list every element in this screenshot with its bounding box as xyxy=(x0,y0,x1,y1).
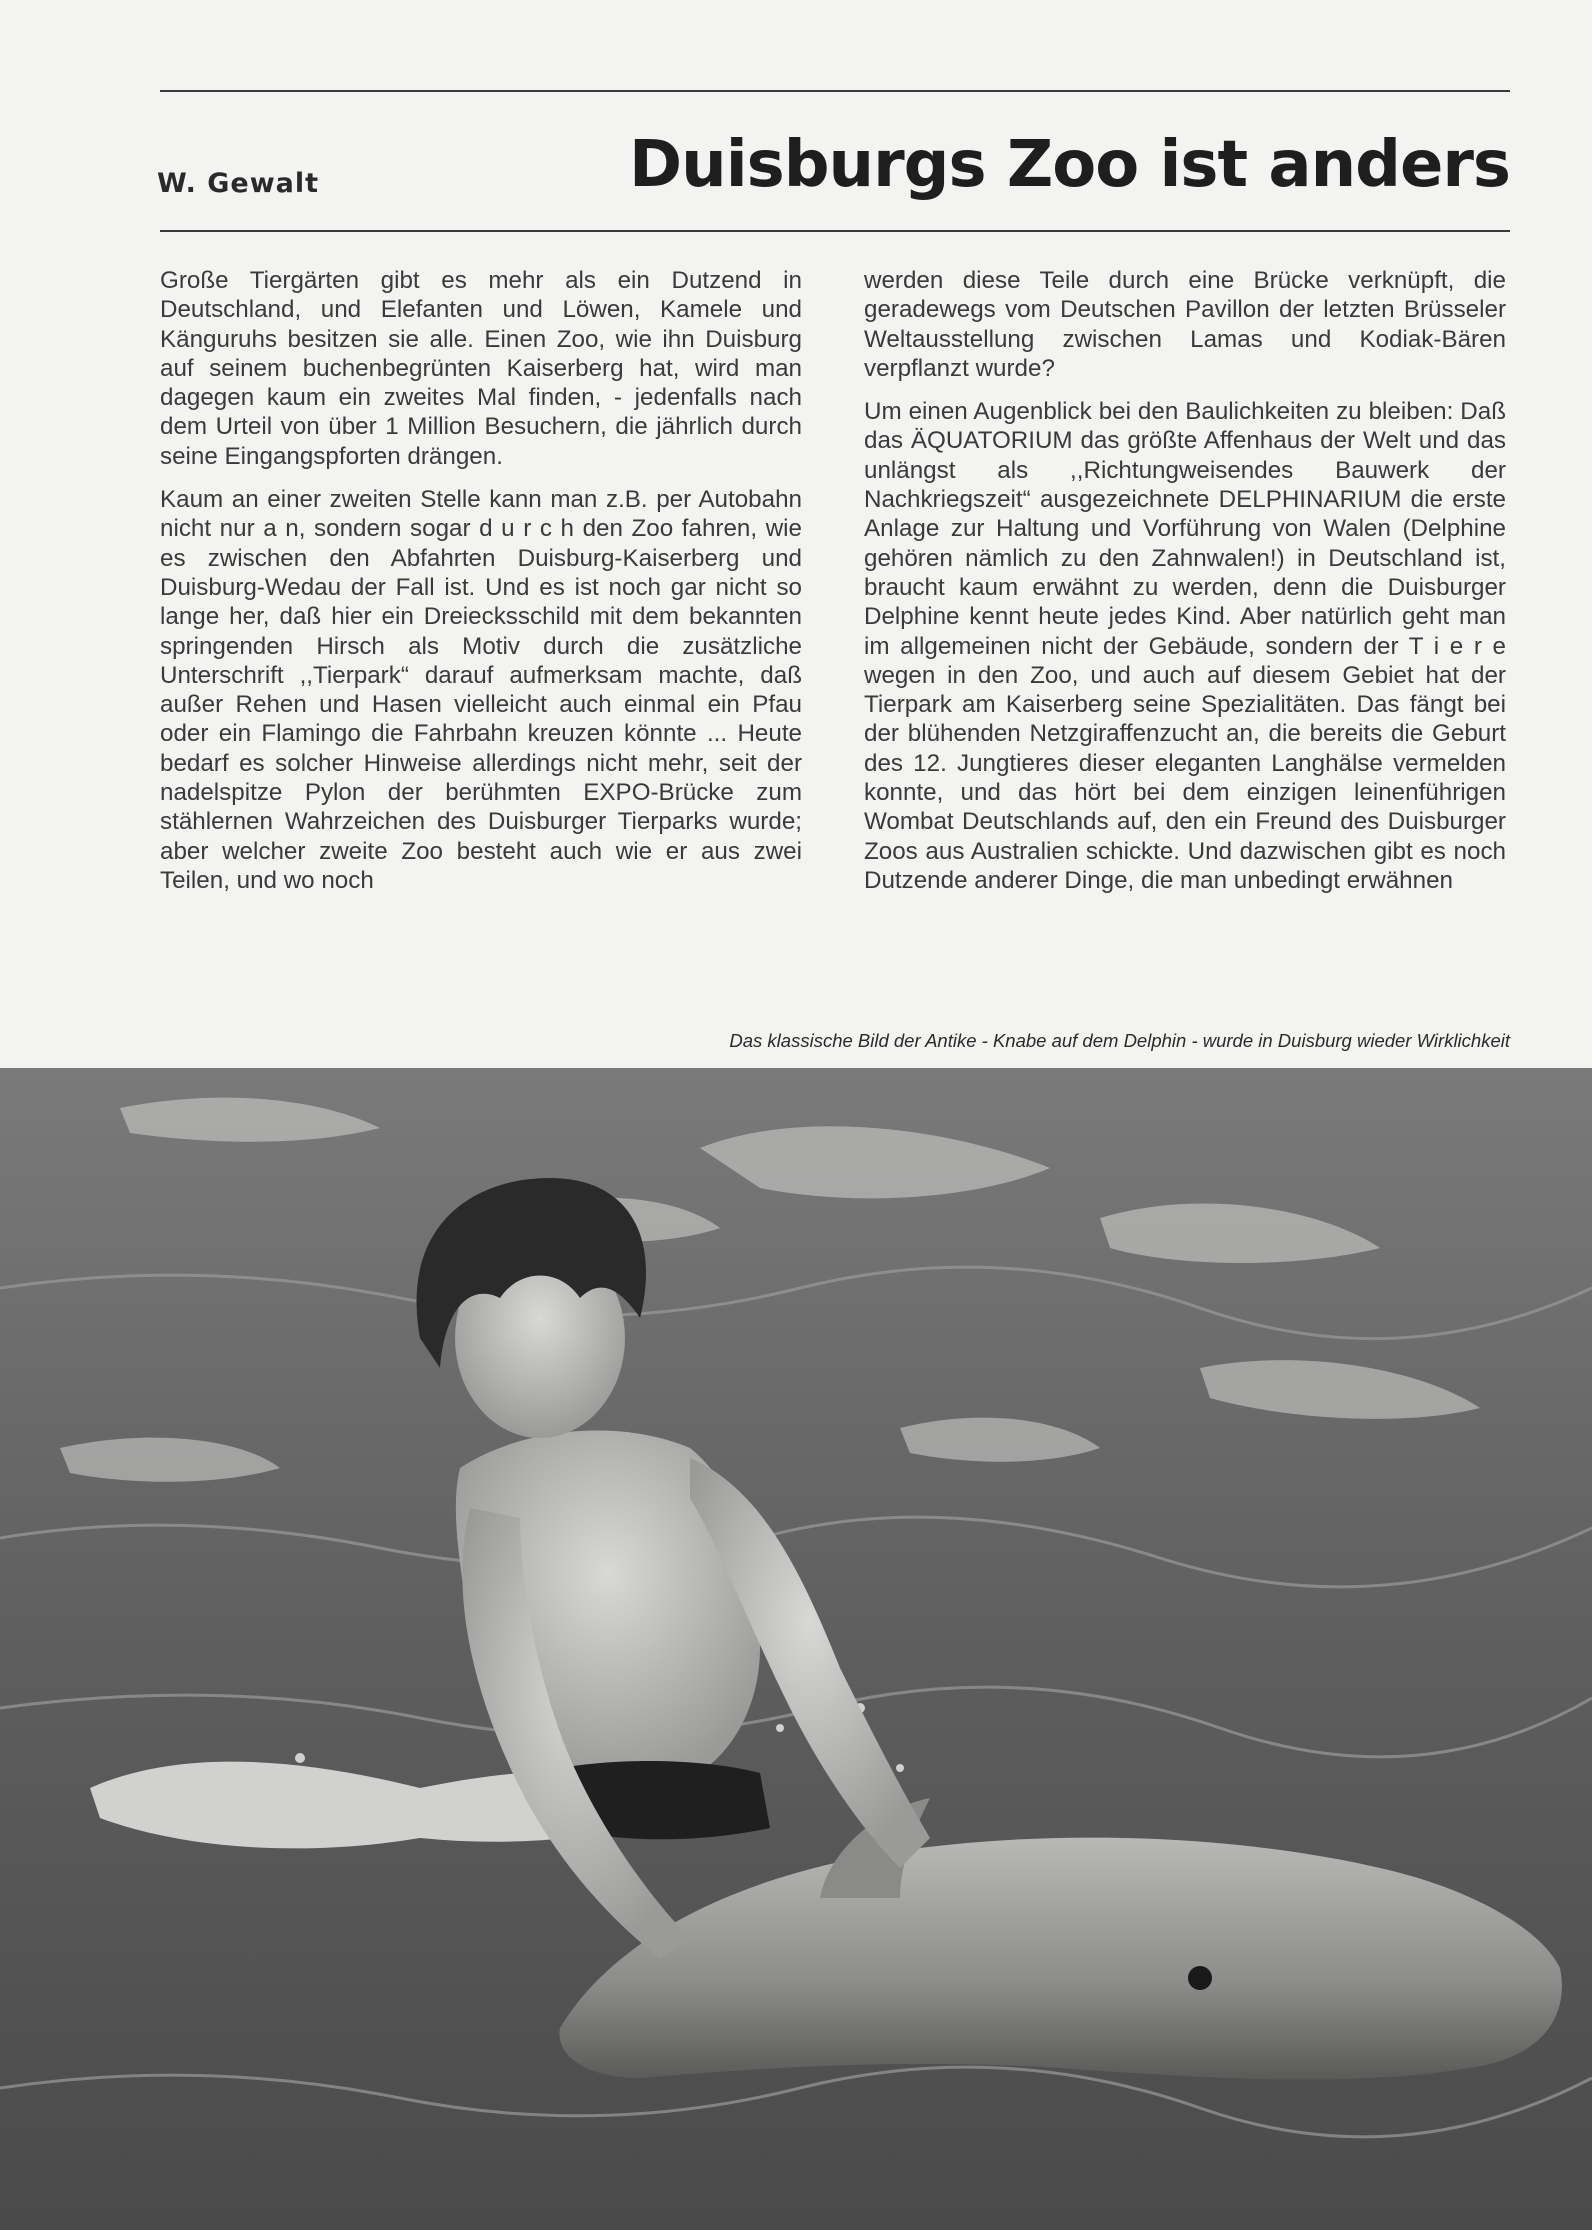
article-title: Duisburgs Zoo ist anders xyxy=(629,128,1510,202)
paragraph: Kaum an einer zweiten Stelle kann man z.B. per Autobahn nicht nur a n, sondern sogar d u r c h den Zoo fahren, wie es zwischen den Abfahrten Duisburg-Kaiserberg und Duisburg-Wedau der Fall ist. Und es ist noch gar nicht so lange her, daß hier ein Dreiecksschild mit dem bekannten springenden Hirsch als Motiv durch die zusätzliche Unterschrift ,,Tierpark“ darauf aufmerksam machte, daß außer Rehen und Hasen vielleicht auch einmal ein Pfau oder ein Flamingo die Fahrbahn kreuzen könnte ... Heute bedarf es solcher Hinweise allerdings nicht mehr, seit der nadelspitze Pylon der berühmten EXPO-Brücke zum stählernen Wahrzeichen des Duisburger Tierparks wurde; aber welcher zweite Zoo besteht auch wie er aus zwei Teilen, und wo noch xyxy=(160,486,802,894)
left-text-column xyxy=(160,266,802,909)
paragraph: Um einen Augenblick bei den Baulichkeiten zu bleiben: Daß das ÄQUATORIUM das größte Affenhaus der Welt und das unlängst als ,,Richtungweisendes Bauwerk der Nachkriegszeit“ ausgezeichnete DELPHINARIUM die erste Anlage zur Haltung und Vorführung von Walen (Delphine gehören nämlich zu den Zahnwalen!) in Deutschland ist, braucht kaum erwähnt zu werden, denn die Duisburger Delphine kennt heute jedes Kind. Aber natürlich geht man im allgemeinen nicht der Gebäude, sondern der T i e r e wegen in den Zoo, und auch auf diesem Gebiet hat der Tierpark am Kaiserberg seine Spezialitäten. Das fängt bei der blühenden Netzgiraffenzucht an, die bereits die Geburt des 12. Jungtieres dieser eleganten Langhälse vermelden konnte, und das hört bei dem einzigen leinenführigen Wombat Deutschlands auf, den ein Freund des Duisburger Zoos aus Australien schickte. Und dazwischen gibt es noch Dutzende anderer Dinge, die man unbedingt erwähnen xyxy=(864,398,1506,894)
dolphin-eye xyxy=(1188,1966,1212,1990)
author-byline: W. Gewalt xyxy=(157,168,320,199)
photo-caption: Das klassische Bild der Antike - Knabe auf dem Delphin - wurde in Duisburg wieder Wirklichkeit xyxy=(729,1030,1510,1051)
right-text-column xyxy=(864,266,1506,909)
top-rule xyxy=(160,90,1510,92)
paragraph: Große Tiergärten gibt es mehr als ein Dutzend in Deutschland, und Elefanten und Löwen, Kamele und Känguruhs besitzen sie alle. Einen Zoo, wie ihn Duisburg auf seinem buchenbegrünten Kaiserberg hat, wird man dagegen kaum ein zweites Mal finden, - jedenfalls nach dem Urteil von über 1 Million Besuchern, die jährlich durch seine Eingangspforten drängen. xyxy=(160,267,802,470)
photo-boy-riding-dolphin xyxy=(0,1068,1592,2230)
title-underline-rule xyxy=(160,230,1510,232)
paragraph: werden diese Teile durch eine Brücke verknüpft, die geradewegs vom Deutschen Pavillon der letzten Brüsseler Weltausstellung zwischen Lamas und Kodiak-Bären verpflanzt wurde? xyxy=(864,267,1506,382)
